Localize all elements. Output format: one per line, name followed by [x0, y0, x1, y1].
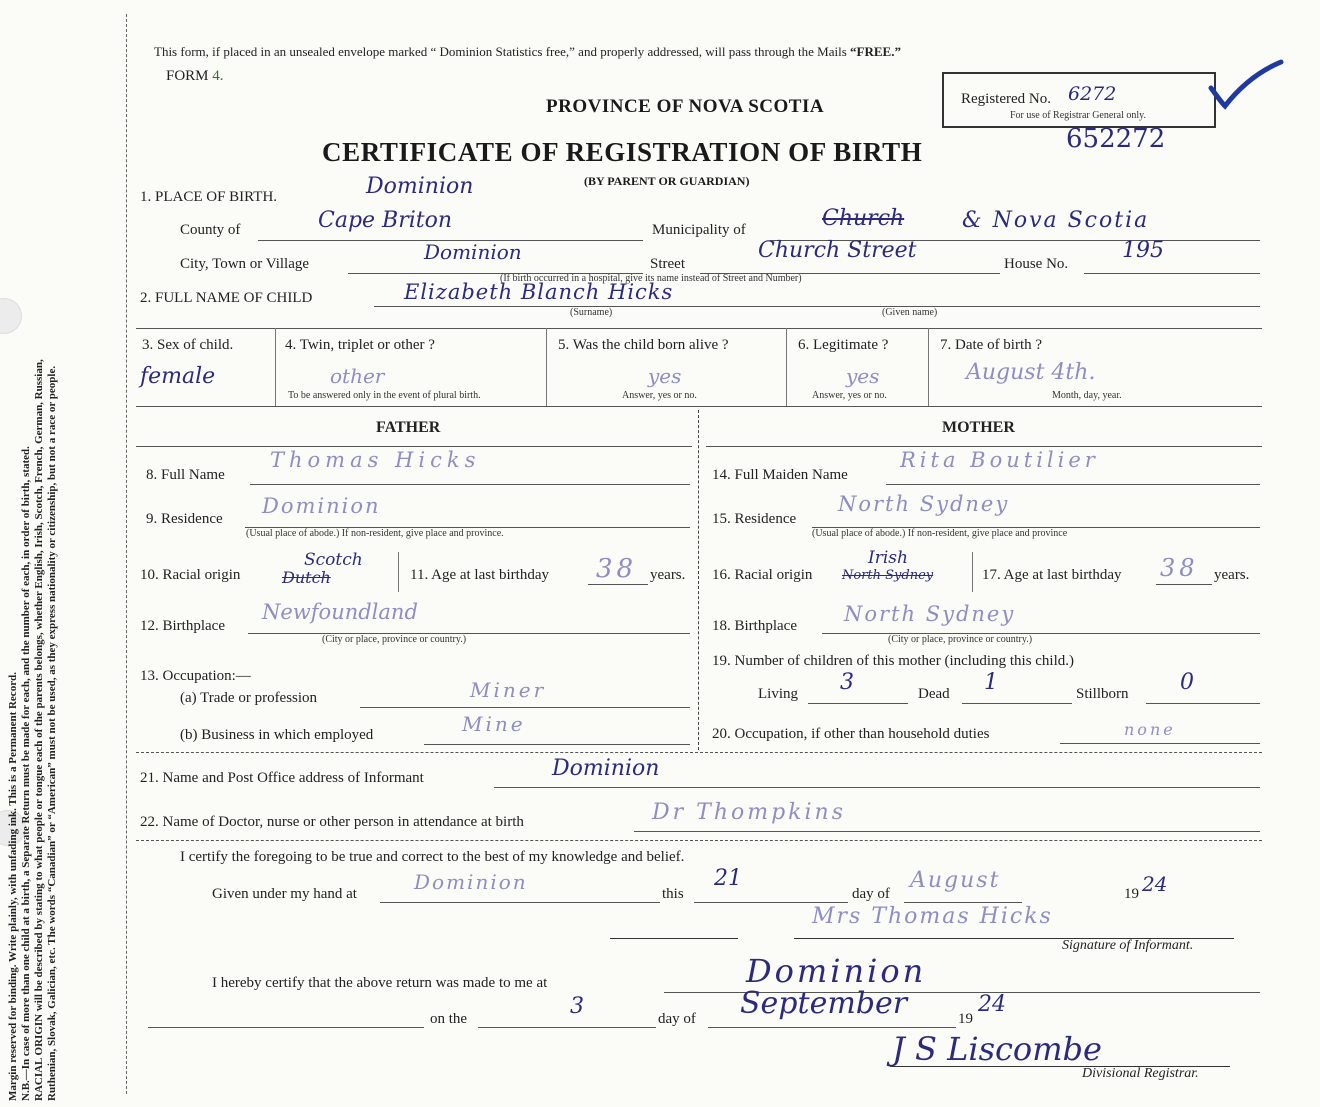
father-age-label: 11. Age at last birthday	[410, 567, 549, 583]
father-residence-label: 9. Residence	[146, 511, 223, 527]
day-line	[694, 902, 848, 903]
mother-racial-label: 16. Racial origin	[712, 567, 813, 583]
father-heading-line	[136, 446, 692, 447]
check-mark-icon	[1205, 58, 1285, 118]
father-birthplace-note: (City or place, province or country.)	[322, 634, 467, 645]
certify-year-prefix: 19	[1124, 886, 1139, 902]
form-label: FORM	[166, 68, 209, 84]
mother-racial-divider	[972, 552, 973, 592]
father-birthplace-line	[248, 633, 690, 634]
father-birthplace-value: Newfoundland	[262, 600, 418, 624]
dob-value: August 4th.	[966, 360, 1096, 385]
father-trade-line	[360, 707, 690, 708]
born-alive-label: 5. Was the child born alive ?	[558, 337, 729, 353]
informant-signature-line	[610, 938, 738, 939]
living-label: Living	[758, 686, 798, 702]
hospital-note: (If birth occurred in a hospital, give its name instead of Street and Number)	[500, 273, 802, 284]
registrar-day-label: day of	[658, 1011, 696, 1027]
doctor-label: 22. Name of Doctor, nurse or other person in attendance at birth	[140, 814, 524, 830]
child-name-line	[374, 306, 1260, 307]
mother-occupation-line	[1060, 743, 1260, 744]
father-business-label: (b) Business in which employed	[180, 727, 374, 743]
row3-divider	[546, 328, 547, 406]
place-of-birth-value: Dominion	[366, 174, 474, 199]
street-value: Church Street	[758, 238, 917, 263]
row3-divider	[275, 328, 276, 406]
row3-top-line	[136, 328, 1262, 329]
house-label: House No.	[1004, 256, 1069, 272]
province-heading: PROVINCE OF NOVA SCOTIA	[546, 96, 825, 117]
father-heading: FATHER	[376, 419, 441, 436]
doctor-line	[634, 831, 1260, 832]
postal-free: “FREE.”	[850, 44, 901, 59]
county-label: County of	[180, 222, 241, 238]
margin-line: Ruthenian, Slovak, Galician, etc. The words “Canadian” or “American” must not be used, as they express nationality or citizenship, but not a race or people.	[46, 365, 58, 1101]
dob-label: 7. Date of birth ?	[940, 337, 1043, 353]
father-racial-struck: Dutch	[282, 568, 331, 587]
given-place-line	[380, 902, 660, 903]
given-place-value: Dominion	[414, 870, 528, 894]
mother-heading: MOTHER	[942, 419, 1015, 436]
section-divider-line	[136, 752, 1262, 753]
surname-note: (Surname)	[570, 307, 613, 318]
page-subtitle: (BY PARENT OR GUARDIAN)	[584, 174, 750, 188]
registrar-on-label: on the	[430, 1011, 468, 1027]
row3-divider	[928, 328, 929, 406]
page-title: CERTIFICATE OF REGISTRATION OF BIRTH	[322, 137, 923, 167]
binding-margin-line	[126, 14, 127, 1094]
registrar-day-line	[478, 1027, 656, 1028]
municipality-label: Municipality of	[652, 222, 746, 238]
father-trade-label: (a) Trade or profession	[180, 690, 318, 706]
child-name-value: Elizabeth Blanch Hicks	[404, 280, 674, 304]
registrar-signature-label: Divisional Registrar.	[1082, 1066, 1199, 1081]
father-years-label: years.	[650, 567, 686, 583]
father-age-line	[588, 584, 648, 585]
registration-number: 652272	[1066, 124, 1166, 154]
postal-note	[154, 44, 901, 60]
county-value: Cape Briton	[318, 208, 453, 233]
stillborn-value: 0	[1180, 670, 1194, 695]
month-line	[904, 902, 1022, 903]
registrar-signature: J S Liscombe	[892, 1030, 1102, 1068]
father-racial-value: Scotch	[304, 550, 363, 570]
form-number	[166, 68, 224, 85]
place-of-birth-label: 1. PLACE OF BIRTH.	[140, 189, 278, 205]
mother-residence-value: North Sydney	[838, 492, 1010, 516]
sex-label: 3. Sex of child.	[142, 337, 234, 353]
registrar-statement: I hereby certify that the above return was made to me at	[212, 975, 548, 991]
father-name-label: 8. Full Name	[146, 467, 225, 483]
postal-note-text: This form, if placed in an unsealed envelope marked “ Dominion Statistics free,” and properly addressed, will pass through the Mails	[154, 44, 847, 59]
dead-line	[962, 703, 1072, 704]
father-age-value: 38	[596, 554, 638, 584]
row3-bottom-line	[136, 406, 1262, 407]
born-alive-value: yes	[648, 364, 682, 388]
certify-day-label: day of	[852, 886, 890, 902]
certify-statement: I certify the foregoing to be true and correct to the best of my knowledge and belief.	[180, 849, 685, 865]
given-label: Given under my hand at	[212, 886, 357, 902]
mother-residence-note: (Usual place of abode.) If non-resident, give place and province	[812, 528, 1068, 539]
father-racial-label: 10. Racial origin	[140, 567, 241, 583]
city-label: City, Town or Village	[180, 256, 310, 272]
municipality-struck: Church	[822, 206, 905, 231]
legitimate-value: yes	[846, 364, 880, 388]
sex-value: female	[140, 364, 216, 389]
living-line	[808, 703, 908, 704]
mother-name-label: 14. Full Maiden Name	[712, 467, 848, 483]
given-name-note: (Given name)	[882, 307, 938, 318]
dead-value: 1	[984, 670, 998, 695]
mother-age-label: 17. Age at last birthday	[982, 567, 1122, 583]
born-alive-note: Answer, yes or no.	[622, 390, 697, 401]
mother-birthplace-note: (City or place, province or country.)	[888, 634, 1033, 645]
dead-label: Dead	[918, 686, 950, 702]
mother-name-line	[886, 484, 1260, 485]
registrar-place-value: Dominion	[746, 952, 927, 990]
municipality-value: & Nova Scotia	[962, 208, 1150, 233]
father-business-line	[424, 744, 690, 745]
twin-value: other	[330, 364, 385, 388]
house-line	[1084, 273, 1260, 274]
informant-line	[494, 787, 1260, 788]
mother-racial-struck: North Sydney	[842, 568, 934, 583]
father-name-value: Thomas Hicks	[270, 448, 481, 472]
certify-month-value: August	[910, 868, 1001, 893]
father-occupation-label: 13. Occupation:—	[140, 668, 251, 684]
father-trade-value: Miner	[470, 678, 547, 702]
this-label: this	[662, 886, 684, 902]
margin-line: RACIAL ORIGIN will be described by stating to what people or tongue each of the parents belongs, whether English, Irish, Scotch, French, German, Russian,	[33, 359, 45, 1101]
house-value: 195	[1122, 238, 1164, 263]
twin-note: To be answered only in the event of plural birth.	[288, 390, 481, 401]
stillborn-line	[1146, 703, 1260, 704]
mother-occupation-label: 20. Occupation, if other than household duties	[712, 726, 990, 742]
living-value: 3	[840, 670, 854, 695]
registrar-month-line	[708, 1027, 956, 1028]
registered-number-box	[942, 72, 1216, 128]
registrar-year-value: 24	[978, 992, 1006, 1017]
informant-signature-label: Signature of Informant.	[1062, 938, 1194, 953]
mother-name-value: Rita Boutilier	[900, 448, 1099, 472]
mother-children-label: 19. Number of children of this mother (including this child.)	[712, 653, 1075, 669]
informant-value: Dominion	[552, 756, 660, 781]
margin-instructions	[7, 71, 59, 1101]
registrar-on-line	[148, 1027, 424, 1028]
stillborn-label: Stillborn	[1076, 686, 1129, 702]
city-value: Dominion	[424, 240, 522, 264]
legitimate-label: 6. Legitimate ?	[798, 337, 889, 353]
column-divider	[698, 410, 699, 750]
legitimate-note: Answer, yes or no.	[812, 390, 887, 401]
registrar-only-note: For use of Registrar General only.	[1010, 110, 1146, 121]
mother-birthplace-value: North Sydney	[844, 602, 1016, 626]
row3-divider	[786, 328, 787, 406]
mother-residence-label: 15. Residence	[712, 511, 797, 527]
margin-line: Margin reserved for binding. Write plainly, with unfading ink. This is a Permanent Record.	[7, 672, 19, 1101]
father-residence-value: Dominion	[262, 494, 381, 518]
mother-age-value: 38	[1160, 554, 1199, 582]
street-label: Street	[650, 256, 685, 272]
certify-day-value: 21	[714, 866, 742, 891]
registrar-month-value: September	[740, 986, 908, 1021]
mother-years-label: years.	[1214, 567, 1250, 583]
mother-age-line	[1156, 584, 1212, 585]
twin-label: 4. Twin, triplet or other ?	[285, 337, 435, 353]
mother-occupation-value: none	[1124, 720, 1176, 739]
mother-racial-value: Irish	[868, 548, 908, 568]
father-name-line	[250, 484, 690, 485]
mother-birthplace-label: 18. Birthplace	[712, 618, 797, 634]
dob-note: Month, day, year.	[1052, 390, 1122, 401]
registered-value: 6272	[1068, 83, 1117, 105]
certify-year-value: 24	[1142, 872, 1168, 896]
father-business-value: Mine	[462, 712, 526, 736]
child-name-label: 2. FULL NAME OF CHILD	[140, 290, 313, 306]
informant-signature: Mrs Thomas Hicks	[812, 904, 1053, 929]
father-racial-divider	[398, 552, 399, 592]
registrar-day-value: 3	[570, 994, 584, 1019]
form-number-value: 4.	[212, 68, 224, 84]
mother-heading-line	[706, 446, 1262, 447]
margin-line: N.B.—In case of more than one child at a birth, a Separate Return must be made for each, and the number of each, in order of birth, stated.	[20, 446, 32, 1101]
registrar-year-prefix: 19	[958, 1011, 973, 1027]
registered-label: Registered No.	[961, 91, 1051, 107]
section-divider-line	[136, 840, 1262, 841]
father-residence-note: (Usual place of abode.) If non-resident, give place and province.	[246, 528, 504, 539]
informant-label: 21. Name and Post Office address of Informant	[140, 770, 424, 786]
father-birthplace-label: 12. Birthplace	[140, 618, 225, 634]
doctor-value: Dr Thompkins	[652, 800, 847, 825]
